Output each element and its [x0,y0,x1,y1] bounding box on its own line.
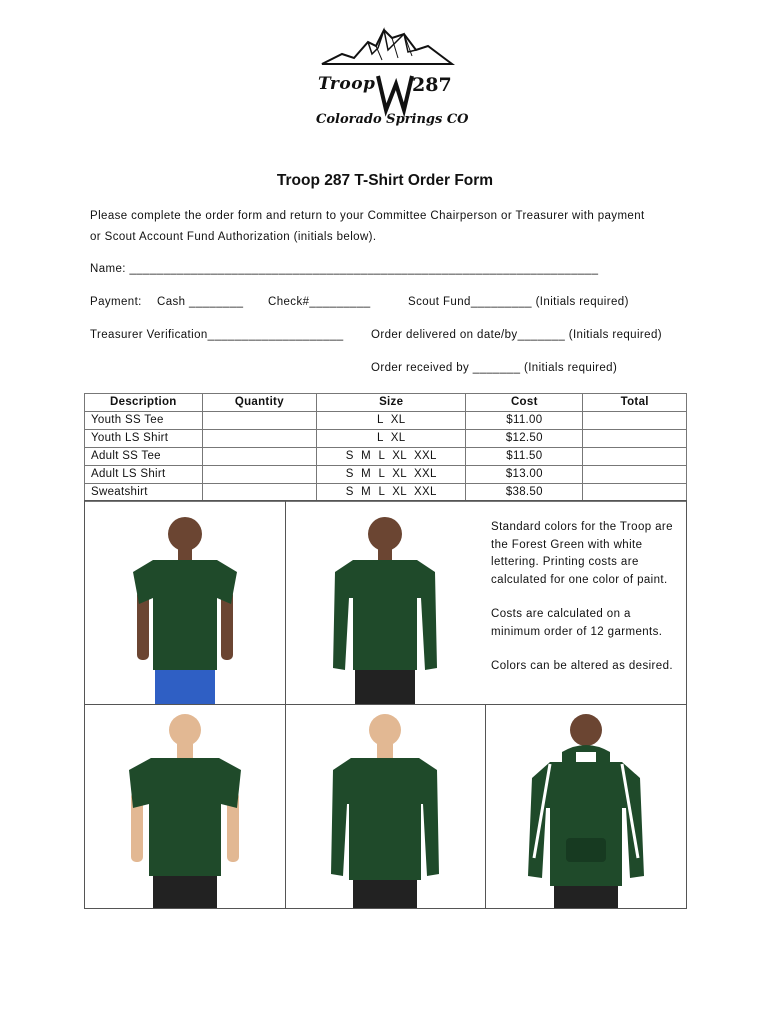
cash-field[interactable]: Cash ________ [157,296,244,308]
table-header-row [85,394,687,412]
row-quantity-input[interactable] [202,484,316,502]
logo-location-text: Colorado Springs CO [316,112,469,127]
row-cost: $38.50 [466,484,583,502]
row-total-input[interactable] [583,466,687,484]
scout-fund-field[interactable]: Scout Fund_________ (Initials required) [408,296,629,308]
row-description: Adult SS Tee [85,448,203,466]
order-received-field[interactable]: Order received by _______ (Initials required) [371,362,618,374]
name-field[interactable]: Name: _____________________________________________________________________ [90,263,599,275]
row-total-input[interactable] [583,412,687,430]
header-cost: Cost [466,394,583,412]
notes-minimum-order: Costs are calculated on a minimum order of 12 garments. [491,608,663,638]
row-size: L XL [317,430,466,448]
check-field[interactable]: Check#_________ [268,296,371,308]
row-size: S M L XL XXL [317,448,466,466]
table-row [85,412,687,430]
notes-colors: Standard colors for the Troop are the Forest Green with white lettering. Printing costs are calculated for one color of paint. [491,521,673,586]
row-total-input[interactable] [583,448,687,466]
troop-logo [312,24,469,136]
order-delivered-field[interactable]: Order delivered on date/by_______ (Initials required) [371,329,662,341]
row-description: Sweatshirt [85,484,203,502]
row-description: Youth SS Tee [85,412,203,430]
row-size: L XL [317,412,466,430]
header-size: Size [317,394,466,412]
row-description: Youth LS Shirt [85,430,203,448]
adult-ss-tee-photo [85,705,285,908]
row-size: S M L XL XXL [317,466,466,484]
table-row [85,448,687,466]
youth-ls-shirt-photo [285,501,485,704]
adult-ls-shirt-photo [285,705,485,908]
row-description: Adult LS Shirt [85,466,203,484]
table-row [85,466,687,484]
row-quantity-input[interactable] [202,466,316,484]
logo-number-text: 287 [412,74,452,96]
logo-troop-text: Troop [318,74,376,94]
header-total: Total [583,394,687,412]
product-photo-grid [84,500,687,909]
treasurer-verification-field[interactable]: Treasurer Verification____________________ [90,329,344,341]
payment-label: Payment: [90,296,142,308]
header-quantity: Quantity [202,394,316,412]
form-title: Troop 287 T-Shirt Order Form [276,172,494,189]
row-cost: $12.50 [466,430,583,448]
intro-line-1: Please complete the order form and return to your Committee Chairperson or Treasurer with payment [90,210,645,222]
row-quantity-input[interactable] [202,430,316,448]
youth-ss-tee-photo [85,501,285,704]
order-table [84,393,687,502]
notes-alterations: Colors can be altered as desired. [491,660,673,672]
row-total-input[interactable] [583,430,687,448]
notes-text [491,519,683,693]
row-cost: $11.50 [466,448,583,466]
row-total-input[interactable] [583,484,687,502]
table-row [85,484,687,502]
row-cost: $13.00 [466,466,583,484]
row-quantity-input[interactable] [202,448,316,466]
row-size: S M L XL XXL [317,484,466,502]
row-quantity-input[interactable] [202,412,316,430]
row-cost: $11.00 [466,412,583,430]
intro-line-2: or Scout Account Fund Authorization (initials below). [90,231,377,243]
table-row [85,430,687,448]
sweatshirt-photo [485,705,687,908]
header-description: Description [85,394,203,412]
